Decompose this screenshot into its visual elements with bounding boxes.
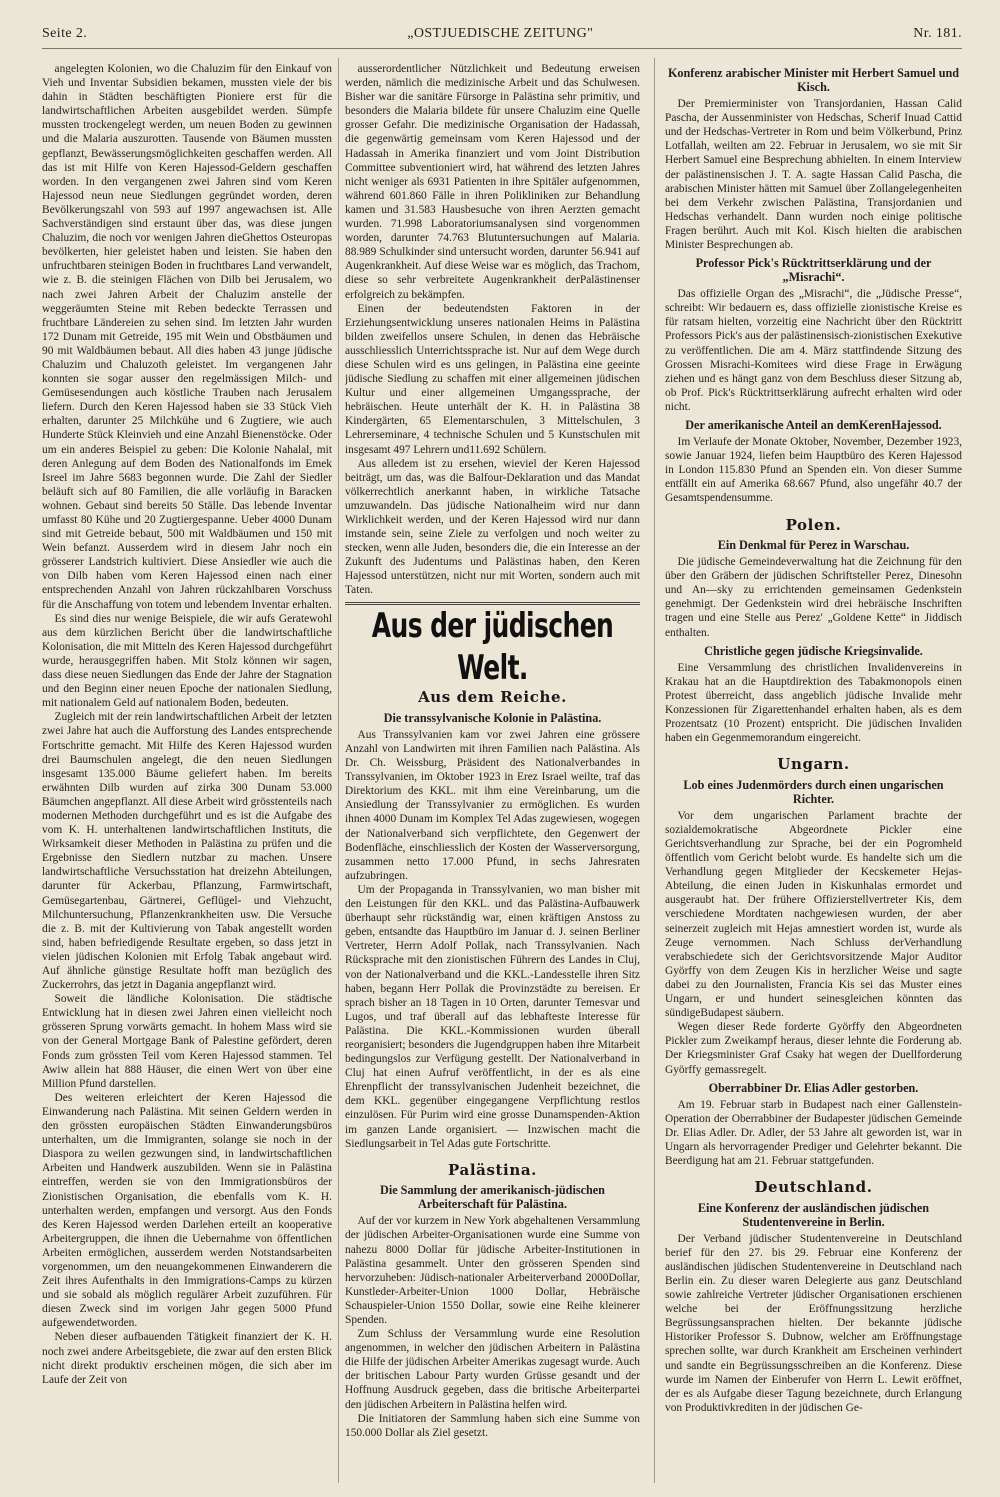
article-headline: Professor Pick's Rücktrittserklärung und der „Misrachi“. (695, 256, 932, 285)
article-headline: Eine Konferenz der ausländischen jüdischen Studentenvereine in Berlin. (697, 1200, 930, 1229)
article-paragraph: Im Verlaufe der Monate Oktober, November, Dezember 1923, sowie Januar 1924, liefen beim Hauptbüro des Keren Hajessod in London 115.830 Pfund an Spenden ein. Von dieser Summe entfällt ein auf Amerika 68.667 Pfund, also ungefähr 40.7 der Gesamtspendensumme. (665, 436, 962, 505)
column-1 (42, 62, 332, 1483)
section-heading: Palästina. (448, 1160, 537, 1179)
running-head (42, 26, 962, 49)
article-headline: Christliche gegen jüdische Kriegsinvalide. (704, 643, 923, 658)
section-heading: Aus dem Reiche. (418, 688, 567, 707)
article-paragraph: ausserordentlicher Nützlichkeit und Bedeutung erweisen werden, nämlich die medizinische Arbeit und das Schulwesen. Bisher war die sanitäre Fürsorge in Palästina sehr primitiv, und besonders die Malaria bildete für unsere Chaluzim eine Quelle grosser Gefahr. Die medizinische Organisation der Hadassah, die gegenwärtig gemeinsam vom Keren Hajessod und der Hadassah in Amerika finanziert und vom Joint Distribution Committee subventioniert wird, hat während des letzten Jahres nicht weniger als 6931 Patienten in ihre Spitäler aufgenommen, während 601.860 Fälle in ihren Polikliniken zur Behandlung kamen und 31.583 Hausbesuche von ihren Aerzten gemacht wurden. 71.998 Laboratoriumsanalysen sind vorgenommen worden, darunter 74.763 Blutuntersuchungen auf Malaria. 88.989 Schulkinder sind untersucht worden, darunter 56.941 auf Augenkrankheit. Auf diese Weise war es möglich, das Trachom, diese so sehr verbreitete Augenkrankheit derPalästinenser erfolgreich zu bekämpfen. (345, 63, 640, 301)
article-paragraph: angelegten Kolonien, wo die Chaluzim für den Einkauf von Vieh und Inventar Subsidien bekamen, mussten viele der bis dahin in Städten beschäftigten Pioniere erst für die landwirtschaftlichen Arbeiten ausgebildet werden. Sümpfe mussten trockengelegt werden, um neuen Boden zu gewinnen und die Malaria auszurotten. Tausende von Bäumen mussten gepflanzt, Bewässerungsmöglichkeiten geschaffen werden. All das ist mit Hilfe von Keren Hajessod-Geldern geschaffen worden. In den vergangenen zwei Jahren sind vom Keren Hajessod neun neue Siedlungen gegründet worden, deren Bevölkerungszahl von 593 auf 1997 angewachsen ist. Alle Sachverständigen sind erstaunt über das, was diese jungen Chaluzim, die noch vor wenigen Jahren dieGhettos Osteuropas bevölkerten, hier geleistet haben und leisten. Sie haben den unfruchtbaren steinigen Boden in fruchtbares Land verwandelt, wie z. B. die steinigen Flächen von Dilb bei Jerusalem, wo nach zwei Jahren Arbeit der Chaluzim anstelle der weggeräumten Steine mit Reben bedeckte Terrassen und fruchtbare Ländereien zu sehen sind. Im letzten Jahr wurden 172 Dunam mit Getreide, 195 mit Wein und Obstbäumen und 90 mit Waldbäumen bebaut. All dies haben 43 junge jüdische Chaluzim und Chaluzoth geleistet. Im vergangenen Jahr konnten sie sogar ausser den regelmässigen Milch- und Gemüsesendungen auch köstliche Trauben nach Jerusalem liefern. Durch den Keren Hajessod haben sie 33 Stück Vieh erhalten, darunter 25 Milchkühe und 6 Zugtiere, wie auch Hunderte Stück Kleinvieh und eine Anzahl Bienenstöcke. Oder um ein anderes Beispiel zu geben: Die Kolonie Nahalal, mit deren Anlegung auf dem Boden des Nationalfonds im Emek Isreel im Jahre 5683 begonnen wurde. Die Zahl der Siedler beläuft sich auf 80 Familien, die alle vorläufig in Baracken wohnen. Gebaut sind bereits 50 Ställe. Das lebende Inventar umfasst 80 Kühe und 20 Zugtiergespanne. Ueber 4000 Dunam sind mit Getreide bebaut, 500 mit Waldbäumen und 150 mit Wein befanzt. Ausserdem wird in diesem Jahr noch ein grösserer Landstrich kultiviert. Diese Ansiedler wie auch die von Dilb haben vom Keren Hajessod einen nach einer entsprechenden Anzahl von Jahren rückzahlbaren Vorschuss für die Anschaffung von totem und lebendem Inventar erhalten. (42, 63, 332, 611)
page-number: Seite 2. (42, 26, 88, 41)
article-headline: Lob eines Judenmörders durch einen ungarischen Richter. (683, 777, 944, 806)
article-paragraph: Es sind dies nur wenige Beispiele, die wir aufs Geratewohl aus dem kürzlichen Bericht über die landwirtschaftliche Kolonisation, die mit Mitteln des Keren Hajessod durchgeführt wurde, herausgegriffen haben. Mit Stolz können wir sagen, dass diese neuen Siedlungen das Ende der Jahre der Stagnation und den Beginn einer neuen Epoche der nationalen Siedlung, mit nationalem Geld auf nationalem Boden, bedeuten. (42, 612, 332, 710)
article-headline: Die transsylvanische Kolonie in Palästina. (383, 710, 602, 725)
section-heading: Deutschland. (754, 1178, 873, 1197)
masthead-title: „OSTJUEDISCHE ZEITUNG" (407, 26, 594, 41)
article-paragraph: Vor dem ungarischen Parlament brachte der sozialdemokratische Abgeordnete Pickler eine Gerichtsverhandlung zur Sprache, bei der ein Pogromheld öffentlich vom Gericht belobt wurde. Es handelte sich um die Verhandlung gegen Mitglieder der Kecskemeter Hejas-Abteilung, die einen Juden in Kiskunhalas ermordet und ausgeraubt hat. Der frühere Offizierstellvertreter Kis, dem verschiedene Mordtaten nachgewiesen wurden, der aber seinerzeit zugleich mit Hejas amnestiert worden ist, wurde als Zeuge vernommen. Nach Schluss derVerhandlung verabschiedete sich der Gerichtsvorsitzende Major Auditor Györffy von dem Zeugen Kis in herzlicher Weise und sagte dabei zu den Journalisten, Francia Kis sei das Muster eines Ungarn, er und hundert seinesgleichen könnten das sündigeBudapest säubern. (665, 809, 962, 1020)
article-paragraph: Soweit die ländliche Kolonisation. Die städtische Entwicklung hat in diesen zwei Jahren einen vielleicht noch grösseren Sprung vorwärts gemacht. In hohem Mass wird sie von der General Mortgage Bank of Palestine gefördert, deren Fonds zum grössten Teil vom Keren Hajessod stammen. Tel Awiw allein hat 888 Häuser, die einen Wert von über eine Million Pfund darstellen. (42, 993, 332, 1090)
column-rule (338, 58, 339, 1483)
banner-box (345, 602, 640, 687)
article-headline: Ein Denkmal für Perez in Warschau. (717, 538, 910, 553)
article-paragraph: Der Verband jüdischer Studentenvereine in Deutschland berief für den 27. bis 29. Februar eine Konferenz der ausländischen jüdischen Studentenvereine in Deutschland nach Berlin ein. Zu dieser waren Delegierte aus ganz Deutschland sowie zahlreiche Vertreter jüdischer Organisationen erschienen welche bei der Eröffnungssitzung herzliche Begrüssungsansprachen hielten. Der bekannte jüdische Historiker Professor S. Dubnow, welcher am Eröffnungstage sprechen sollte, war durch Krankheit am Erscheinen verhindert und sandte ein Begrüssungsschreiben an die Konferenz. Diese wurde im Namen der Einberufer von Herrn L. Lewit eröffnet, der es als Aufgabe dieser Tagung bezeichnete, durch Erlangung von Produktivkrediten in der jüdischen Ge- (665, 1232, 962, 1414)
column-rule (654, 58, 655, 1483)
section-heading: Ungarn. (777, 755, 850, 774)
article-paragraph: Die jüdische Gemeindeverwaltung hat die Zeichnung für den über den Gräbern der jüdischen Schriftsteller Perez, Dinesohn und An—sky zu errichtenden gemeinsamen Gedenkstein genehmigt. Der Gedenkstein wird drei hebräische Inschriften tragen und eine Stelle aus Perez' „Goldene Kette“ in Jiddisch enthalten. (665, 556, 962, 639)
article-paragraph: Am 19. Februar starb in Budapest nach einer Gallenstein-Operation der Oberrabbiner der Budapester jüdischen Gemeinde Dr. Elias Adler. Dr. Adler, der 53 Jahre alt geworden ist, war in Ungarn als hervorragender Prediger und Gelehrter bekannt. Die Beerdigung hat am 21. Februar stattgefunden. (665, 1098, 962, 1167)
column-2 (345, 62, 640, 1483)
article-paragraph: Aus Transsylvanien kam vor zwei Jahren eine grössere Anzahl von Landwirten mit ihren Familien nach Palästina. Als Dr. Ch. Weissburg, Präsident des Nationalverbandes in Transsylvanien, im Oktober 1923 in Erez Israel weilte, traf das Direktorium des KKL. mit ihm eine Vereinbarung, um die Ansiedlung der Transsylvanier zu ermöglichen. Es wurden ihnen 4000 Dunam im Komplex Tel Adas zugewiesen, wogegen der Nationalverband sich verpflichtete, den Gegenwert der Bodenfläche, einschliesslich der Kosten der Wasserversorgung, zusammen netto 17.000 Pfund, in sechs Jahresraten aufzubringen. (345, 728, 640, 882)
section-banner: Aus der jüdischen Welt. (371, 605, 614, 687)
article-paragraph: Das offizielle Organ des „Misrachi“, die „Jüdische Presse“, schreibt: Wir bedauern es, dass offizielle zionistische Kreise es für ratsam hielten, vorzeitig eine Nachricht über den Rücktritt Professors Pick's aus der palästinensisch-zionistischen Exekutive zu veröffentlichen. Die am 4. März stattfindende Sitzung des Grossen Misrachi-Komitees wird diese Frage in Erwägung ziehen und es hängt ganz von dem Beschluss dieser Sitzung ab, ob Prof. Pick's Rücktrittserklärung aufrecht erhalten wird oder nicht. (665, 288, 962, 413)
article-paragraph: Die Initiatoren der Sammlung haben sich eine Summe von 150.000 Dollar als Ziel gesetzt. (345, 1412, 640, 1439)
article-paragraph: Wegen dieser Rede forderte Györffy den Abgeordneten Pickler zum Zweikampf heraus, dieser lehnte die Forderung ab. Der Kriegsminister Graf Csaky hat wegen der Duellforderung Györffy gemassregelt. (665, 1021, 962, 1076)
section-heading: Polen. (785, 515, 842, 534)
article-paragraph: Zum Schluss der Versammlung wurde eine Resolution angenommen, in welcher den jüdischen Arbeitern in Palästina die Hilfe der jüdischen Arbeiter Amerikas zugesagt wurde. Auch der britischen Labour Party wurden Grüsse gesandt und der Hoffnung Ausdruck gegeben, dass die britische Arbeiterpartei den jüdischen Arbeitern in Palästina helfen wird. (345, 1328, 640, 1411)
column-3 (665, 62, 962, 1483)
article-headline: Die Sammlung der amerikanisch-jüdischen Arbeiterschaft für Palästina. (380, 1183, 605, 1212)
article-paragraph: Neben dieser aufbauenden Tätigkeit finanziert der K. H. noch zwei andere Arbeitsgebiete, die zwar auf den ersten Blick nicht direkt produktiv erscheinen mögen, die sich aber im Laufe der Zeit von (42, 1331, 332, 1386)
article-headline: Oberrabbiner Dr. Elias Adler gestorben. (708, 1080, 919, 1095)
article-paragraph: Um der Propaganda in Transsylvanien, wo man bisher mit den Leistungen für den KKL. und das Palästina-Aufbauwerk überhaupt sehr rückständig war, einen kräftigen Anstoss zu geben, entsandte das Hauptbüro im Januar d. J. seinen Berliner Vertreter, Herrn Adolf Pollak, nach Transsylvanien. Nach Rücksprache mit den zionistischen Führern des Landes in Cluj, von der Nationalverband und die KKL.-Landesstelle ihren Sitz haben, begann Herr Pollak die Provinzstädte zu bereisen. Er sprach bisher an 18 Tagen in 10 Orten, darunter Temesvar und Lugos, und traf überall auf das lebhafteste Interesse für Palästina. Die KKL.-Kommissionen wurden überall reorganisiert; besonders die Jugendgruppen haben ihre Mitarbeit bedingungslos zur Verfügung gestellt. Der Nationalverband in Cluj hat einen Aufruf veröffentlicht, in der es als eine Ehrenpflicht der transsylvanischen Judenheit bezeichnet, die dem KKL. gegenüber eingegangene Verpflichtung restlos einzulösen. Für Purim wird eine grosse Dunamspenden-Aktion im ganzen Lande organisiert. — Inzwischen macht die Siedlungsarbeit in Tel Adas gute Fortschritte. (345, 883, 640, 1150)
article-paragraph: Auf der vor kurzem in New York abgehaltenen Versammlung der jüdischen Arbeiter-Organisationen wurde eine Summe von nahezu 8000 Dollar für jüdische Arbeiter-Institutionen in Palästina gesammelt. Unter den grösseren Spenden sind hervorzuheben: Jüdisch-nationaler Arbeiterverband 2000Dollar, Kunstleder-Arbeiter-Union 1000 Dollar, Hebräische Schauspieler-Union 1550 Dollar, sowie eine Reihe kleinerer Spenden. (345, 1215, 640, 1326)
article-paragraph: Der Premierminister von Transjordanien, Hassan Calid Pascha, der Aussenminister von Hedschas, Scherif Inuad Cattid und der Hedschas-Vertreter in Rom und beim Völkerbund, Prinz Lotfallah, weilten am 22. Februar in Jerusalem, wo sie mit Sir Herbert Samuel eine Besprechung abhielten. In einem Interview der palästinensischen J. T. A. sagte Hassan Calid Pascha, die arabischen Minister hätten mit Samuel über Zollangelegenheiten bei dem Verkehr zwischen Palästina, Transjordanien und Hedschas verhandelt. Dann wurden noch einige politische Fragen berührt. Auch mit Kol. Kisch hielten die arabischen Minister Besprechungen ab. (665, 98, 962, 251)
article-paragraph: Zugleich mit der rein landwirtschaftlichen Arbeit der letzten zwei Jahre hat auch die Aufforstung des Landes entsprechende Fortschritte gemacht. Mit Hilfe des Keren Hajessod wurden drei Baumschulen angelegt, die den neuen Siedlungen insgesamt 135.000 Bäume geliefert haben. Im bereits erwähnten Dilb wurden auf zirka 300 Dunam 53.000 Bäumchen angepflanzt. All diese Arbeit wird grösstenteils nach modernen Methoden durchgeführt und es ist die Aufgabe des vom K. H. unterhaltenen landwirtschaftlichen Instituts, die Wirksamkeit dieser Methoden in Palästina zu prüfen und die Ergebnisse den Siedlern nutzbar zu machen. Unsere landwirtschaftliche Versuchsstation hat dreizehn Abteilungen, darunter für Ackerbau, Pflanzung, Farmwirtschaft, Gemüsegartenbau, Gärtnerei, Geflügel- und Viehzucht, Milchuntersuchung, Pflanzenkrankheiten usw. Die Versuche die z. B. mit der Kultivierung von Tabak angestellt worden sind, haben befriedigende Resultate ergeben, so dass jetzt in vielen jüdischen Kolonien mit Erfolg Tabak angebaut wird. Auf ähnliche günstige Resultate hofft man bezüglich des Zuckerrohrs, das jetzt in Dagania angepflanzt wird. (42, 711, 332, 992)
article-paragraph: Aus alledem ist zu ersehen, wieviel der Keren Hajessod beiträgt, um das, was die Balfour-Deklaration und das Mandat völkerrechtlich anerkannt haben, in wirkliche Tatsache umzuwandeln. Das jüdische Nationalheim wird nur dann Wirklichkeit werden, und der Keren Hajessod wird nur dann imstande sein, seine Ziele zu verfolgen und noch weiter zu stecken, wenn alle Juden, besonders die, die ein Interesse an der Zukunft des Judentums und Palästinas haben, den Keren Hajessod unterstützen, nicht nur mit Worten, sondern auch mit Taten. (345, 457, 640, 597)
article-headline: Konferenz arabischer Minister mit Herbert Samuel und Kisch. (667, 66, 960, 95)
article-paragraph: Eine Versammlung des christlichen Invalidenvereins in Krakau hat an die Hauptdirektion des Tabakmonopols einen Protest überreicht, dass angeblich jüdische Invalide mehr Konzessionen für Zigarettenhandel erhalten haben, als es dem Prozentsatz (10 Prozent) entspricht. Die jüdischen Invaliden haben ein Gegenmemorandum eingereicht. (665, 661, 962, 745)
article-headline: Der amerikanische Anteil an demKerenHajessod. (685, 418, 942, 432)
issue-number: Nr. 181. (913, 26, 962, 41)
article-paragraph: Einen der bedeutendsten Faktoren in der Erziehungsentwicklung unseres nationalen Heims in Palästina bilden zweifellos unsere Schulen, in denen das Hebräische ausschliesslich Unterrichtssprache ist. Nur auf dem Wege durch diese Schulen wird es uns gelingen, in Palästina eine geeinte jüdische Siedlung zu schaffen mit einer allgemeinen jüdischen Kultur und einer allgemeinen Umgangssprache, der hebräischen. Heute unterhält der K. H. in Palästina 38 Kindergärten, 65 Elementarschulen, 3 Mittelschulen, 3 Lehrerseminare, 4 technische Schulen und 5 Kunstschulen mit insgesamt 497 Lehrern und11.692 Schülern. (345, 302, 640, 456)
article-paragraph: Des weiteren erleichtert der Keren Hajessod die Einwanderung nach Palästina. Mit seinen Geldern werden in den grössten europäischen Städten Einwanderungsbüros unterhalten, um die Immigranten, solange sie noch in der Diaspora zu weilen gezwungen sind, in landwirtschaftlichen Arbeiten und Handwerk auszubilden. Wenn sie in Palästina eintreffen, werden sie von den Immigrationsbüros der Zionistischen Organisation, die ebenfalls vom K. H. unterhalten werden, empfangen und versorgt. Aus den Fonds des Keren Hajessod werden Darlehen erteilt an kooperative Arbeitergruppen, die ihnen die Uebernahme von öffentlichen Arbeiten ermöglichen, ausserdem werden Notstandsarbeiten vorgenommen, um den neuangekommenen Einwanderern die Zeit ihres Aufenthalts in den Immigrations-Camps zu kürzen und sie sobald als möglich regulärer Arbeit zuzuführen. Für diesen Zweck sind im vorigen Jahr gegen 5000 Pfund aufgewendetworden. (42, 1091, 332, 1330)
